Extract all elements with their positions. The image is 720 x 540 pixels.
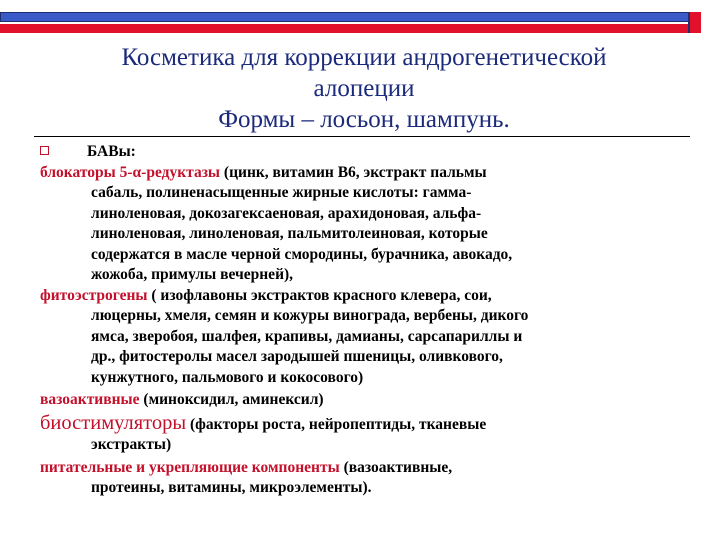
- text-line: сабаль, полиненасыщенные жирные кислоты: гамма-: [91, 184, 472, 201]
- text-line: линоленовая, линоленовая, пальмитолеиновая, которые: [91, 225, 488, 242]
- slide-title: [40, 42, 688, 135]
- term-blockers: блокаторы 5-α-редуктазы: [40, 163, 221, 181]
- square-bullet-icon: [40, 146, 49, 155]
- group-biostimulators: биостимуляторы (факторы роста, нейропептиды, тканевые: [40, 411, 487, 434]
- text-line: люцерны, хмеля, семян и кожуры винограда, вербены, дикого: [91, 307, 529, 324]
- text-line: жожоба, примулы вечерней),: [91, 266, 294, 283]
- group-phytoestrogens: фитоэстрогены ( изофлавоны экстрактов красного клевера, сои,: [40, 286, 492, 304]
- text-line: др., фитостеролы масел зародышей пшеницы, оливкового,: [91, 348, 503, 365]
- group-vasoactive: вазоактивные (миноксидил, аминексил): [40, 391, 324, 408]
- group-nutrients: питательные и укрепляющие компоненты (вазоактивные,: [40, 458, 453, 476]
- header-red-bar: [0, 24, 690, 33]
- title-line-1: Косметика для коррекции андрогенетической: [121, 44, 607, 71]
- text-line: ямса, зверобоя, шалфея, крапивы, дамианы, сарсапариллы и: [91, 327, 523, 345]
- title-line-2: алопеции: [313, 75, 415, 102]
- header-corner-block: [688, 12, 701, 33]
- text-line: экстракты): [91, 436, 172, 453]
- slide-body: [40, 142, 680, 499]
- term-phytoestrogens: фитоэстрогены: [40, 286, 148, 304]
- group-blockers: блокаторы 5-α-редуктазы (цинк, витамин В6, экстракт пальмы: [40, 163, 487, 181]
- bullet-heading: БАВы:: [40, 142, 680, 163]
- text-line: линоленовая, докозагексаеновая, арахидоновая, альфа-: [91, 204, 482, 222]
- term-biostimulators: биостимуляторы: [40, 411, 187, 434]
- term-vasoactive: вазоактивные: [40, 391, 140, 408]
- text-line: кунжутного, пальмового и кокосового): [91, 368, 364, 386]
- title-divider: [34, 136, 690, 137]
- text-line: протеины, витамины, микроэлементы).: [91, 479, 372, 496]
- text-line: содержатся в масле черной смородины, бурачника, авокадо,: [91, 245, 513, 263]
- title-line-3: Формы – лосьон, шампунь.: [218, 106, 510, 133]
- term-nutrients: питательные и укрепляющие компоненты: [40, 458, 340, 476]
- header-blue-bar: [0, 12, 690, 22]
